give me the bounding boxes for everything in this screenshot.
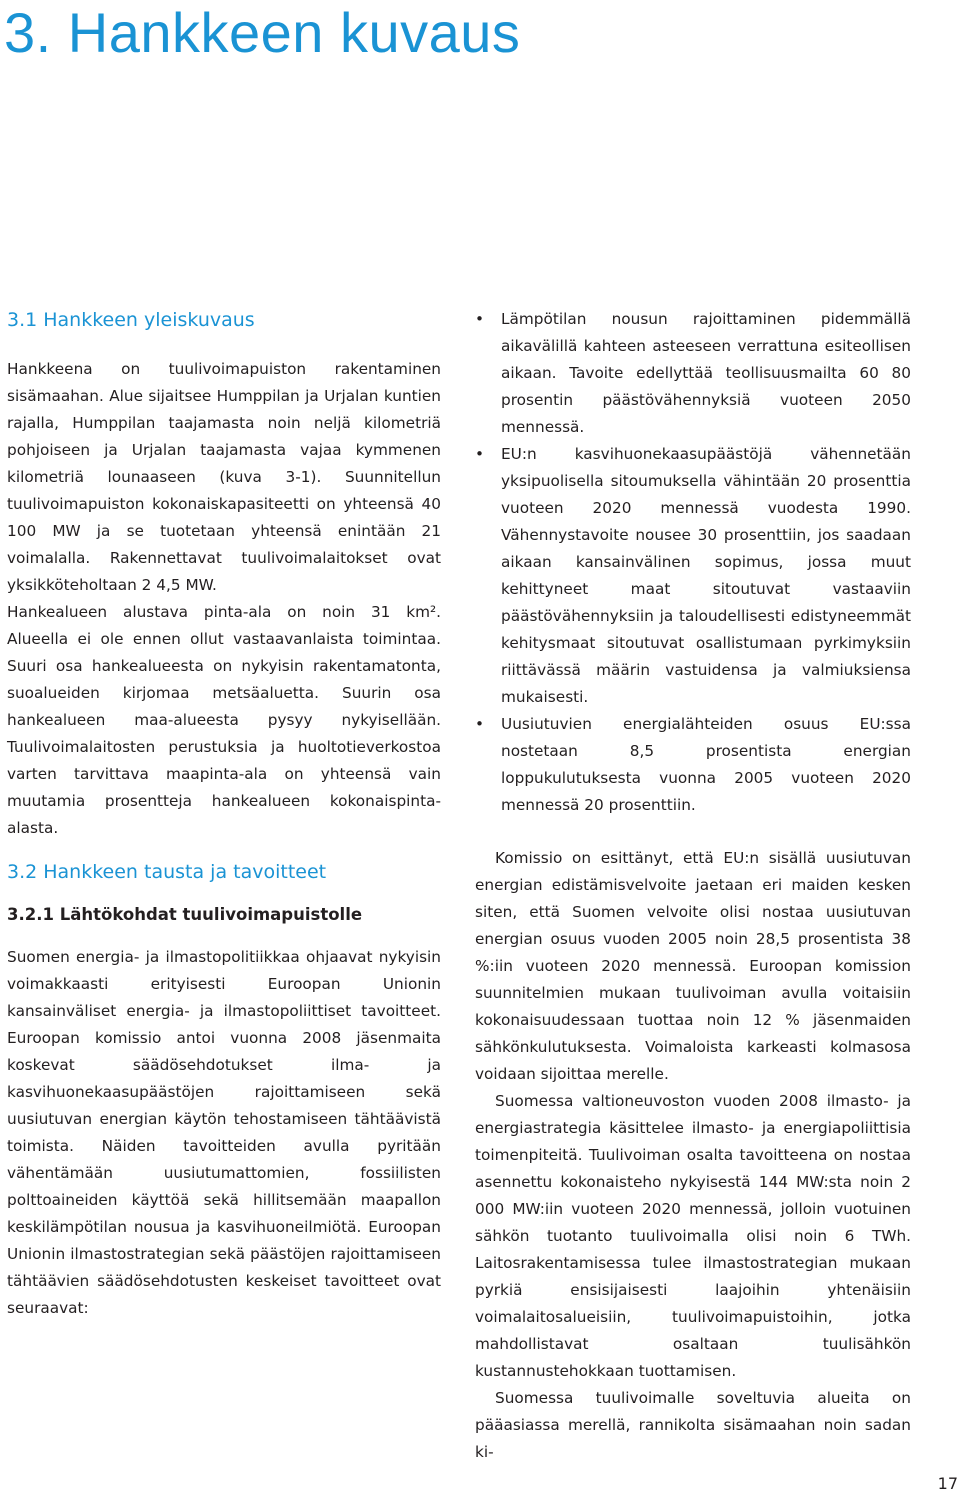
- paragraph: Hankealueen alustava pinta-ala on noin 31 km². Alueella ei ole ennen ollut vastaavanlaista toimintaa. Suuri osa hankealueesta on nykyisin rakentamatonta, suoalueiden kirjomaa metsäaluetta. Suurin osa hankealueen maa-alueesta pysyy nykyisellään. Tuulivoimalaitosten perustuksia ja huoltotieverkostoa varten tarvittava maapinta-ala on yhteensä vain muutamia prosentteja hankealueen kokonaispinta-alasta.: [7, 603, 441, 837]
- list-item: [475, 711, 911, 819]
- right-column: [475, 306, 911, 1466]
- objectives-list: [475, 306, 911, 819]
- bullet-icon: •: [475, 715, 485, 733]
- page-number: 17: [937, 1474, 958, 1493]
- list-item: [475, 306, 911, 441]
- left-column: [7, 306, 441, 1322]
- paragraph: Suomessa valtioneuvoston vuoden 2008 ilmasto- ja energiastrategia käsittelee ilmasto- ja energiapoliittisia toimenpiteitä. Tuulivoiman osalta tavoitteena on nostaa asennettu kokonaisteho nykyisestä 144 MW:sta noin 2 000 MW:iin vuoteen 2020 mennessä, jolloin vuotuinen sähkön tuotanto tuulivoimalla olisi noin 6 TWh. Laitosrakentamisessa tulee ilmastostrategian mukaan pyrkiä ensisijaisesti laajoihin yhtenäisiin voimalaitosalueisiin, tuulivoimapuistoihin, jotka mahdollistavat osaltaan tuulisähkön kustannustehokkaan tuottamisen.: [475, 1092, 911, 1380]
- chapter-title: 3. Hankkeen kuvaus: [4, 1, 521, 64]
- paragraph: Komissio on esittänyt, että EU:n sisällä uusiutuvan energian edistämisvelvoite jaetaan eri maiden kesken siten, että Suomen velvoite olisi nostaa uusiutuvan energian osuus vuoden 2005 noin 28,5 prosentista 38 %:iin vuoteen 2020 mennessä. Euroopan komission suunnitelmien mukaan tuulivoiman avulla voitaisiin kokonaisuudessaan tuottaa noin 12 % jäsenmaiden sähkönkulutuksesta. Voimaloista karkeasti kolmasosa voidaan sijoittaa merelle.: [475, 849, 911, 1083]
- list-item-text: Lämpötilan nousun rajoittaminen pidemmällä aikavälillä kahteen asteeseen verrattuna esiteollisen aikaan. Tavoite edellyttää teollisuusmailta 60 80 prosentin päästövähennyksiä vuoteen 2050 mennessä.: [501, 310, 911, 436]
- section-heading-3-2: 3.2 Hankkeen tausta ja tavoitteet: [7, 861, 327, 883]
- list-item-text: Uusiutuvien energialähteiden osuus EU:ssa nostetaan 8,5 prosentista energian loppukulutuksesta vuonna 2005 vuoteen 2020 mennessä 20 prosenttiin.: [501, 715, 911, 814]
- paragraph: Hankkeena on tuulivoimapuiston rakentaminen sisämaahan. Alue sijaitsee Humppilan ja Urjalan kuntien rajalla, Humppilan taajamasta noin neljä kilometriä pohjoiseen ja Urjalan taajamasta vajaa kymmenen kilometriä lounaaseen (kuva 3-1). Suunnitellun tuulivoimapuiston kokonaiskapasiteetti on yhteensä 40 100 MW ja se tuotetaan yhteensä enintään 21 voimalalla. Rakennettavat tuulivoimalaitokset ovat yksikköteholtaan 2 4,5 MW.: [7, 360, 441, 594]
- bullet-icon: •: [475, 445, 485, 463]
- paragraph: Suomessa tuulivoimalle soveltuvia alueita on pääasiassa merellä, rannikolta sisämaahan noin sadan ki-: [475, 1389, 911, 1461]
- subsection-heading-3-2-1: 3.2.1 Lähtökohdat tuulivoimapuistolle: [7, 905, 363, 924]
- paragraph: Suomen energia- ja ilmastopolitiikkaa ohjaavat nykyisin voimakkaasti erityisesti Euroopan Unionin kansainväliset energia- ja ilmastopoliittiset tavoitteet. Euroopan komissio antoi vuonna 2008 jäsenmaita koskevat säädösehdotukset ilma- ja kasvihuonekaasupäästöjen rajoittamiseen sekä uusiutuvan energian käytön tehostamiseen tähtäävistä toimista. Näiden tavoitteiden avulla pyritään vähentämään uusiutumattomien, fossiilisten polttoaineiden käyttöä sekä hillitsemään maapallon keskilämpötilan nousua ja kasvihuoneilmiötä. Euroopan Unionin ilmastostrategian sekä päästöjen rajoittamiseen tähtäävien säädösehdotusten keskeiset tavoitteet ovat seuraavat:: [7, 948, 441, 1317]
- bullet-icon: •: [475, 310, 485, 328]
- list-item: [475, 441, 911, 711]
- list-item-text: EU:n kasvihuonekaasupäästöjä vähennetään yksipuolisella sitoumuksella vähintään 20 prosenttia vuoteen 2020 mennessä vuodesta 1990. Vähennystavoite nousee 30 prosenttiin, jos saadaan aikaan kansainvälinen sopimus, jossa muut kehittyneet maat sitoutuvat vastaaviin päästövähennyksiin ja taloudellisesti edistyneemmät kehitysmaat sitoutuvat osallistumaan pyrkimyksiin riittävässä määrin vastuidensa ja valmiuksiensa mukaisesti.: [501, 445, 911, 706]
- section-heading-3-1: 3.1 Hankkeen yleiskuvaus: [7, 309, 255, 331]
